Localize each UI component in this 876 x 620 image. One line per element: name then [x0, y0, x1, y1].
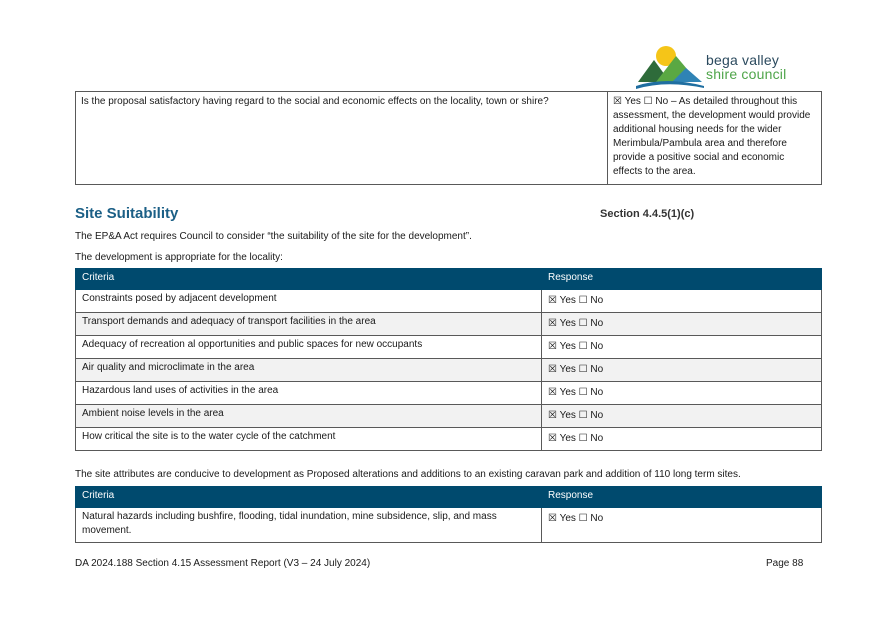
table-row [76, 405, 822, 428]
question-cell: Is the proposal satisfactory having regard to the social and economic effects on the locality, town or shire? [76, 92, 608, 185]
table-row [76, 92, 822, 185]
locality-criteria-table [75, 268, 822, 451]
answer-cell: ☒ Yes ☐ No – As detailed throughout this assessment, the development would provide additional housing needs for the wider Merimbula/Pambula area and therefore provide a positive social and economic effects to the area. [608, 92, 822, 185]
header-criteria: Criteria [76, 269, 542, 290]
criteria-cell: Natural hazards including bushfire, flooding, tidal inundation, mine subsidence, slip, and mass movement. [76, 508, 542, 543]
table-row [76, 313, 822, 336]
header-response: Response [542, 269, 822, 290]
criteria-cell: Hazardous land uses of activities in the area [76, 382, 542, 405]
lead-text: The development is appropriate for the locality: [75, 252, 283, 263]
criteria-cell: Adequacy of recreation al opportunities and public spaces for new occupants [76, 336, 542, 359]
response-cell: ☒ Yes ☐ No [542, 290, 822, 313]
table-row [76, 382, 822, 405]
criteria-cell: Transport demands and adequacy of transport facilities in the area [76, 313, 542, 336]
logo-text-line2: shire council [706, 66, 787, 82]
response-cell: ☒ Yes ☐ No [542, 508, 822, 543]
intro-text: The EP&A Act requires Council to consider “the suitability of the site for the development”. [75, 231, 472, 242]
footer-page-number: Page 88 [766, 558, 804, 569]
attributes-text: The site attributes are conducive to development as Proposed alterations and additions to an existing caravan park and addition of 110 long term sites. [75, 469, 741, 480]
table-header-row [76, 487, 822, 508]
response-cell: ☒ Yes ☐ No [542, 382, 822, 405]
table-row [76, 336, 822, 359]
table-header-row [76, 269, 822, 290]
criteria-cell: Air quality and microclimate in the area [76, 359, 542, 382]
header-criteria: Criteria [76, 487, 542, 508]
criteria-cell: Constraints posed by adjacent development [76, 290, 542, 313]
hills-sun-icon [636, 42, 706, 92]
section-title: Site Suitability [75, 205, 179, 222]
logo-text-line1: bega valley [706, 52, 780, 68]
criteria-cell: How critical the site is to the water cycle of the catchment [76, 428, 542, 451]
header-response: Response [542, 487, 822, 508]
table-row [76, 290, 822, 313]
table-row [76, 359, 822, 382]
social-economic-table [75, 91, 822, 185]
council-logo [636, 42, 806, 92]
criteria-cell: Ambient noise levels in the area [76, 405, 542, 428]
response-cell: ☒ Yes ☐ No [542, 313, 822, 336]
table-row [76, 508, 822, 543]
table-row [76, 428, 822, 451]
section-reference: Section 4.4.5(1)(c) [600, 208, 695, 220]
response-cell: ☒ Yes ☐ No [542, 359, 822, 382]
response-cell: ☒ Yes ☐ No [542, 405, 822, 428]
response-cell: ☒ Yes ☐ No [542, 428, 822, 451]
footer-document-ref: DA 2024.188 Section 4.15 Assessment Report (V3 – 24 July 2024) [75, 558, 371, 569]
response-cell: ☒ Yes ☐ No [542, 336, 822, 359]
hazards-criteria-table [75, 486, 822, 543]
